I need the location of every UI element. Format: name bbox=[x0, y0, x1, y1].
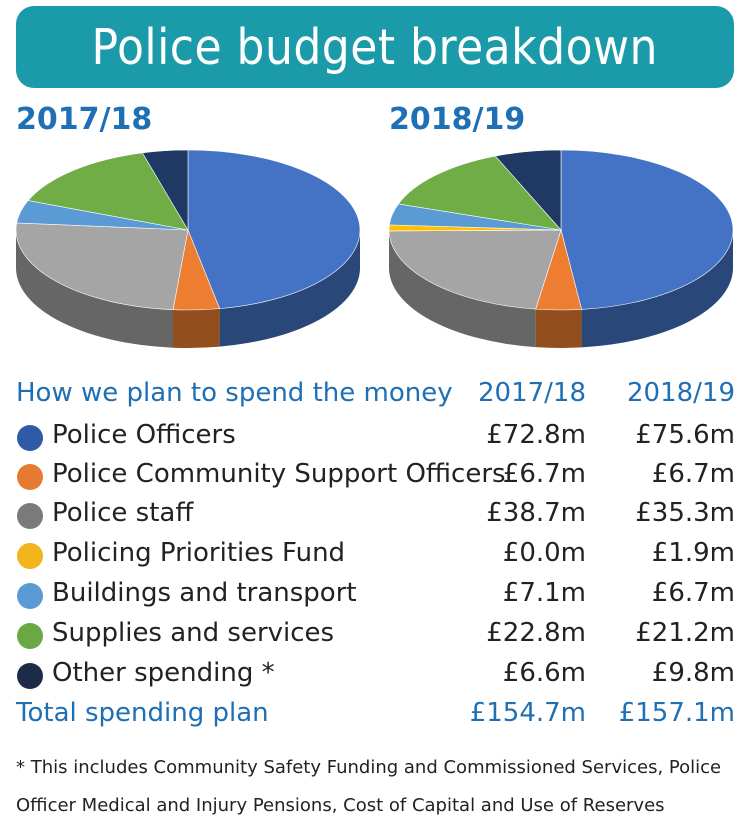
total-value-2017-18: £154.7m bbox=[469, 698, 586, 728]
pie-charts bbox=[0, 0, 751, 360]
row-value-2017-18: £0.0m bbox=[502, 538, 586, 568]
pie-side-police-community-support-officers bbox=[536, 309, 582, 348]
row-label: Police Community Support Officers bbox=[52, 459, 506, 489]
pie-chart-1 bbox=[389, 150, 733, 348]
row-value-2017-18: £7.1m bbox=[502, 578, 586, 608]
legend-dot bbox=[17, 583, 43, 609]
row-value-2018-19: £6.7m bbox=[651, 578, 735, 608]
legend-dot bbox=[17, 663, 43, 689]
chart-title-2018-19: 2018/19 bbox=[389, 102, 526, 137]
footnote-line-1: * This includes Community Safety Funding and Commissioned Services, Police bbox=[16, 757, 722, 778]
row-value-2017-18: £72.8m bbox=[486, 420, 586, 450]
total-label: Total spending plan bbox=[16, 698, 269, 728]
table-row bbox=[0, 455, 751, 495]
chart-title-2017-18: 2017/18 bbox=[16, 102, 153, 137]
row-label: Supplies and services bbox=[52, 618, 335, 648]
row-value-2017-18: £22.8m bbox=[486, 618, 586, 648]
row-value-2018-19: £21.2m bbox=[635, 618, 735, 648]
total-row bbox=[0, 694, 751, 734]
page-title: Police budget breakdown bbox=[91, 18, 659, 76]
row-value-2017-18: £6.6m bbox=[502, 658, 586, 688]
legend-dot bbox=[17, 425, 43, 451]
table-row bbox=[0, 574, 751, 614]
table-row bbox=[0, 534, 751, 574]
row-value-2018-19: £1.9m bbox=[651, 538, 735, 568]
table-header-label: How we plan to spend the money bbox=[16, 378, 453, 408]
pie-chart-0 bbox=[16, 150, 360, 348]
legend-dot bbox=[17, 464, 43, 490]
row-label: Police Officers bbox=[52, 420, 236, 450]
pie-side-police-community-support-officers bbox=[173, 309, 220, 348]
legend-dot bbox=[17, 543, 43, 569]
row-value-2017-18: £6.7m bbox=[502, 459, 586, 489]
row-value-2018-19: £9.8m bbox=[651, 658, 735, 688]
legend-dot bbox=[17, 623, 43, 649]
table-header-col-2018-19: 2018/19 bbox=[626, 378, 735, 408]
footnote-line-2: Officer Medical and Injury Pensions, Cost of Capital and Use of Reserves bbox=[16, 795, 665, 816]
row-value-2018-19: £6.7m bbox=[651, 459, 735, 489]
row-value-2017-18: £38.7m bbox=[486, 498, 586, 528]
legend-dot bbox=[17, 503, 43, 529]
total-value-2018-19: £157.1m bbox=[618, 698, 735, 728]
row-value-2018-19: £75.6m bbox=[635, 420, 735, 450]
row-value-2018-19: £35.3m bbox=[635, 498, 735, 528]
table-header-col-2017-18: 2017/18 bbox=[477, 378, 586, 408]
table-header-row bbox=[0, 374, 751, 414]
row-label: Police staff bbox=[52, 498, 194, 528]
row-label: Other spending * bbox=[52, 658, 275, 688]
table-row bbox=[0, 614, 751, 654]
table-row bbox=[0, 494, 751, 534]
table-row bbox=[0, 654, 751, 694]
row-label: Policing Priorities Fund bbox=[52, 538, 346, 568]
table-row bbox=[0, 416, 751, 456]
row-label: Buildings and transport bbox=[52, 578, 357, 608]
